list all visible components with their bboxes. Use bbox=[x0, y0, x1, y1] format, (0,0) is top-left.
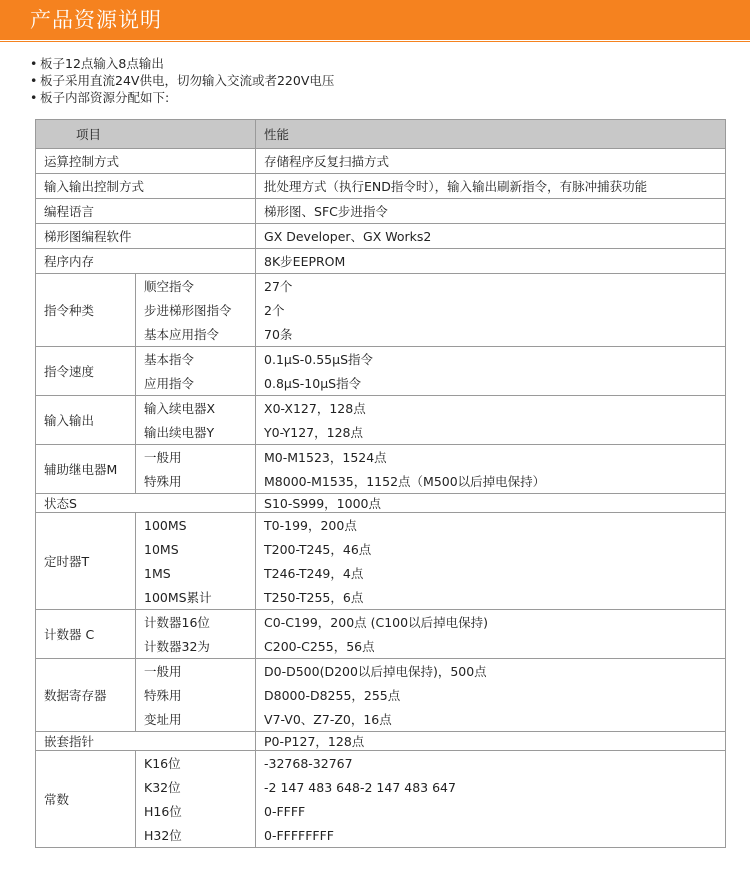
table-row bbox=[36, 420, 726, 445]
sub-label: 10MS bbox=[136, 537, 256, 561]
sub-value: X0-X127，128点 bbox=[256, 396, 726, 421]
table-row bbox=[36, 634, 726, 659]
sub-label: 特殊用 bbox=[136, 683, 256, 707]
sub-label: 步进梯形图指令 bbox=[136, 298, 256, 322]
intro-list bbox=[30, 55, 334, 106]
row-value: 8K步EEPROM bbox=[256, 249, 726, 274]
row-value: P0-P127，128点 bbox=[256, 732, 726, 751]
sub-value: 70条 bbox=[256, 322, 726, 347]
sub-value: Y0-Y127，128点 bbox=[256, 420, 726, 445]
table-row bbox=[36, 537, 726, 561]
section-title: 产品资源说明 bbox=[30, 8, 162, 32]
banner-underline bbox=[0, 41, 750, 42]
row-label: 输入输出控制方式 bbox=[36, 174, 256, 199]
row-label: 运算控制方式 bbox=[36, 149, 256, 174]
intro-item: • 板子12点输入8点输出 bbox=[30, 55, 334, 72]
table-row bbox=[36, 561, 726, 585]
sub-value: T246-T249，4点 bbox=[256, 561, 726, 585]
table-row bbox=[36, 585, 726, 610]
sub-value: C200-C255，56点 bbox=[256, 634, 726, 659]
sub-value: 27个 bbox=[256, 274, 726, 299]
table-row bbox=[36, 347, 726, 372]
row-label: 程序内存 bbox=[36, 249, 256, 274]
sub-label: 一般用 bbox=[136, 659, 256, 684]
table-row bbox=[36, 683, 726, 707]
group-label: 数据寄存器 bbox=[36, 659, 136, 732]
table-row bbox=[36, 322, 726, 347]
sub-label: 应用指令 bbox=[136, 371, 256, 396]
sub-label: 变址用 bbox=[136, 707, 256, 732]
section-banner bbox=[0, 0, 750, 40]
sub-label: 计数器32为 bbox=[136, 634, 256, 659]
group-label: 指令种类 bbox=[36, 274, 136, 347]
row-value: GX Developer、GX Works2 bbox=[256, 224, 726, 249]
group-label: 常数 bbox=[36, 751, 136, 848]
sub-value: 2个 bbox=[256, 298, 726, 322]
sub-value: M8000-M1535，1152点（M500以后掉电保持） bbox=[256, 469, 726, 494]
table-row bbox=[36, 396, 726, 421]
row-label: 状态S bbox=[36, 494, 256, 513]
row-label: 编程语言 bbox=[36, 199, 256, 224]
table-row bbox=[36, 274, 726, 299]
table-row bbox=[36, 249, 726, 274]
table-row bbox=[36, 823, 726, 848]
sub-label: 一般用 bbox=[136, 445, 256, 470]
sub-label: 计数器16位 bbox=[136, 610, 256, 635]
sub-label: H32位 bbox=[136, 823, 256, 848]
sub-value: D8000-D8255，255点 bbox=[256, 683, 726, 707]
table-row bbox=[36, 174, 726, 199]
table-row bbox=[36, 775, 726, 799]
sub-label: 输入续电器X bbox=[136, 396, 256, 421]
table-row bbox=[36, 707, 726, 732]
header-performance: 性能 bbox=[256, 120, 726, 149]
table-row bbox=[36, 469, 726, 494]
sub-value: M0-M1523，1524点 bbox=[256, 445, 726, 470]
table-row bbox=[36, 298, 726, 322]
table-row bbox=[36, 751, 726, 776]
sub-value: D0-D500(D200以后掉电保持)，500点 bbox=[256, 659, 726, 684]
row-value: S10-S999，1000点 bbox=[256, 494, 726, 513]
sub-value: 0-FFFFFFFF bbox=[256, 823, 726, 848]
sub-value: C0-C199，200点 (C100以后掉电保持) bbox=[256, 610, 726, 635]
sub-label: 100MS bbox=[136, 513, 256, 538]
sub-label: 顺空指令 bbox=[136, 274, 256, 299]
row-label: 梯形图编程软件 bbox=[36, 224, 256, 249]
sub-label: K32位 bbox=[136, 775, 256, 799]
group-label: 指令速度 bbox=[36, 347, 136, 396]
table-row bbox=[36, 224, 726, 249]
intro-item: • 板子采用直流24V供电，切勿输入交流或者220V电压 bbox=[30, 72, 334, 89]
sub-value: 0-FFFF bbox=[256, 799, 726, 823]
sub-label: 输出续电器Y bbox=[136, 420, 256, 445]
sub-label: 100MS累计 bbox=[136, 585, 256, 610]
sub-value: -32768-32767 bbox=[256, 751, 726, 776]
sub-value: 0.8μS-10μS指令 bbox=[256, 371, 726, 396]
table-row bbox=[36, 494, 726, 513]
group-label: 计数器 C bbox=[36, 610, 136, 659]
table-row bbox=[36, 732, 726, 751]
table-row bbox=[36, 799, 726, 823]
sub-value: 0.1μS-0.55μS指令 bbox=[256, 347, 726, 372]
group-label: 辅助继电器M bbox=[36, 445, 136, 494]
sub-value: V7-V0、Z7-Z0，16点 bbox=[256, 707, 726, 732]
intro-item: • 板子内部资源分配如下: bbox=[30, 89, 334, 106]
group-label: 输入输出 bbox=[36, 396, 136, 445]
row-value: 存储程序反复扫描方式 bbox=[256, 149, 726, 174]
table-row bbox=[36, 371, 726, 396]
group-label: 定时器T bbox=[36, 513, 136, 610]
table-row bbox=[36, 659, 726, 684]
header-item: 项目 bbox=[36, 120, 256, 149]
sub-label: 基本应用指令 bbox=[136, 322, 256, 347]
sub-value: -2 147 483 648-2 147 483 647 bbox=[256, 775, 726, 799]
sub-label: H16位 bbox=[136, 799, 256, 823]
sub-label: 1MS bbox=[136, 561, 256, 585]
row-value: 梯形图、SFC步进指令 bbox=[256, 199, 726, 224]
sub-label: 特殊用 bbox=[136, 469, 256, 494]
sub-label: K16位 bbox=[136, 751, 256, 776]
table-row bbox=[36, 610, 726, 635]
table-header-row bbox=[36, 120, 726, 149]
row-label: 嵌套指针 bbox=[36, 732, 256, 751]
row-value: 批处理方式（执行END指令时），输入输出刷新指令，有脉冲捕获功能 bbox=[256, 174, 726, 199]
sub-value: T200-T245，46点 bbox=[256, 537, 726, 561]
table-row bbox=[36, 149, 726, 174]
resource-table bbox=[35, 119, 726, 848]
table-row bbox=[36, 513, 726, 538]
sub-value: T0-199，200点 bbox=[256, 513, 726, 538]
table-row bbox=[36, 199, 726, 224]
sub-value: T250-T255，6点 bbox=[256, 585, 726, 610]
table-row bbox=[36, 445, 726, 470]
sub-label: 基本指令 bbox=[136, 347, 256, 372]
